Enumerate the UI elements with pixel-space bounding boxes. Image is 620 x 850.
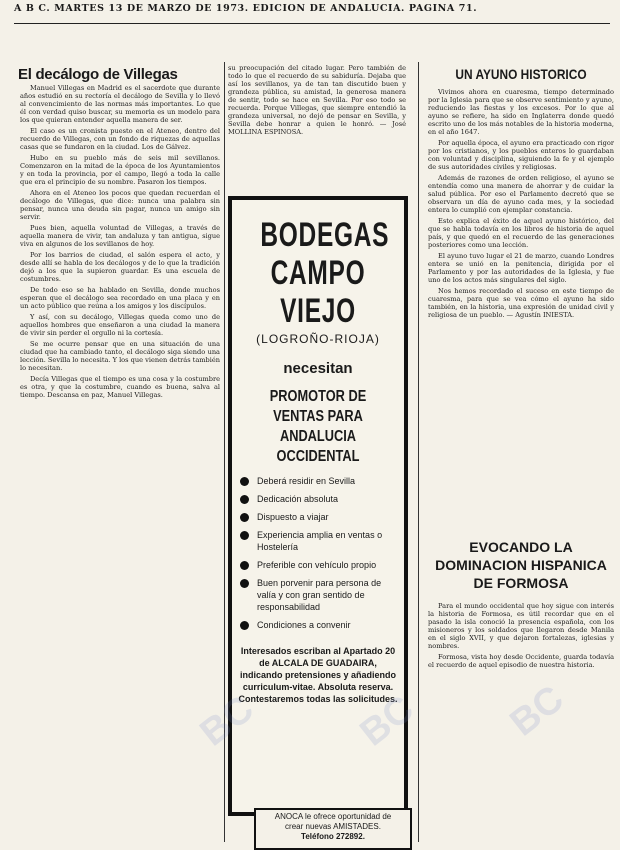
paragraph: Formosa, vista hoy desde Occidente, guarda todavía el recuerdo de aquel episodio de nuestra historia. (428, 653, 614, 669)
paragraph: Nos hemos recordado el suceso en este tiempo de cuaresma, para que se vea cómo el ayuno ha sido también, en la historia, una expresión de unidad civil y religiosa de un pueblo. — Agustín INIESTA. (428, 287, 614, 319)
mid-article-continuation (228, 64, 406, 192)
ad-requirement (238, 559, 398, 571)
ad-requirement-text: Buen porvenir para persona de valía y con gran sentido de responsabilidad (257, 578, 382, 612)
paragraph: Decía Villegas que el tiempo es una cosa y la costumbre es otra, y que la costumbre, cuando es buena, salva al tiempo. Descansa en paz, Manuel Villegas. (20, 375, 220, 399)
page-header-text: A B C. MARTES 13 DE MARZO DE 1973. EDICION DE ANDALUCIA. PAGINA 71. (14, 3, 478, 14)
bullet-icon (240, 513, 249, 522)
paragraph: Manuel Villegas en Madrid es el sacerdote que durante años estudió en su rectoría el decálogo de Sevilla y lo llevó al convencimiento de las normas más importantes. Lo que él con verdad quiso buscar, su memoria es un modelo para los que quieran entender aquella manera de ser. (20, 84, 220, 124)
watermark-icon: BC (502, 677, 572, 745)
paragraph: Pues bien, aquella voluntad de Villegas, a través de aquella manera de vivir, tan andaluza y tan antigua, sigue viva en algunos de los sevillanos de hoy. (20, 224, 220, 248)
paragraph: Ahora en el Ateneo los pocos que quedan recuerdan el decálogo de Villegas, que dice: nunca una palabra sin pensar, nunca una deuda sin pagar, nunca un amigo sin servir. (20, 189, 220, 221)
classified-ad-line: Teléfono 272892. (301, 832, 365, 841)
paragraph: Por los barrios de ciudad, el salón espera el acto, y desde allí se habla de los decálogos y de lo que la tradición dejó a los que la supieron guardar. Es una escuela de costumbres. (20, 251, 220, 283)
watermark-icon: BC (192, 687, 262, 755)
paragraph: Vivimos ahora en cuaresma, tiempo determinado por la Iglesia para que se observe sentimiento y ayuno, reduciendo las fiestas y los excesos. Por lo que al ayuno se refiere, ha sido en Inglaterra donde quedó escrito uno de los más notables de la historia moderna, en el año 1647. (428, 88, 614, 136)
paragraph: Para el mundo occidental que hoy sigue con interés la historia de Formosa, es útil recordar que en el pasado la isla conoció la presencia española, con los misioneros y los soldados que llegaron desde Manila en el siglo XVII, y que dejaron fortalezas, iglesias y nombres. (428, 602, 614, 650)
paragraph: Esto explica el éxito de aquel ayuno histórico, del que se habla todavía en los libros de historia de aquel país, y que quedó en el recuerdo de las generaciones posteriores como una lección. (428, 217, 614, 249)
classified-ad-line: crear nuevas AMISTADES. (285, 822, 381, 831)
bullet-icon (240, 561, 249, 570)
ad-contact: Interesados escriban al Apartado 20 de ALCALA DE GUADAIRA, indicando pretensiones y añadiendo curriculum-vitae. Absoluta reserva. Contestaremos todas las solicitudes. (238, 646, 398, 704)
paragraph: Se me ocurre pensar que en una situación de una ciudad que ha cambiado tanto, el decálogo siga siendo una lección. Sevilla lo necesita. Y los que vienen detrás también lo necesitan. (20, 340, 220, 372)
paragraph: El ayuno tuvo lugar el 21 de marzo, cuando Londres entera se unió en la penitencia, dirigida por el Parlamento y por las autoridades de la Iglesia, y fue uno de los actos más singulares del siglo. (428, 252, 614, 284)
left-article-body (20, 84, 220, 844)
classified-ad-line: ANOCA le ofrece oportunidad de (274, 812, 392, 821)
classified-ad (254, 808, 412, 850)
left-article-title: El decálogo de Villegas (18, 66, 223, 83)
ad-brand: BODEGAS CAMPO VIEJO (260, 216, 390, 330)
bullet-icon (240, 579, 249, 588)
bullet-icon (240, 495, 249, 504)
right-article-title: UN AYUNO HISTORICO (455, 66, 587, 82)
paragraph: Hubo en su pueblo más de seis mil sevillanos. Comenzaron en la mitad de la época de los Ayuntamientos y en toda la provincia, por el campo, llegó a toda la calle que era el principio de su nombre. Pasaron los tiempos. (20, 154, 220, 186)
ad-location: (LOGROÑO-RIOJA) (256, 332, 380, 346)
ad-requirement (238, 511, 398, 523)
paragraph: Además de razones de orden religioso, el ayuno se entendía como una manera de ahorrar y de cuidar la salud pública. Por eso el Parlamento decretó que se observara un día de ayuno cada mes, y la sociedad entera lo cumplió con ejemplar constancia. (428, 174, 614, 214)
ad-requirement-text: Experiencia amplia en ventas o Hostelería (257, 530, 383, 552)
paragraph: Y así, con su decálogo, Villegas queda como uno de aquellos hombres que enseñaron a una ciudad la manera de vivir sin perder el orgullo ni la cortesía. (20, 313, 220, 337)
ad-requirement (238, 577, 398, 613)
ad-needs: necesitan (283, 360, 353, 377)
watermark-icon: BC (352, 687, 422, 755)
ad-requirement (238, 475, 398, 487)
paragraph: El caso es un cronista puesto en el Ateneo, dentro del recuerdo de Villegas, con un fondo de riquezas de aquellas casas que se fundaron en la ciudad. Los de Gálvez. (20, 127, 220, 151)
ad-requirement (238, 493, 398, 505)
ad-requirements-list (238, 475, 398, 631)
right-article-body (428, 88, 614, 528)
ad-requirement-text: Condiciones a convenir (257, 620, 351, 630)
ad-requirement (238, 529, 398, 553)
column-divider (418, 62, 419, 842)
ad-position: PROMOTOR DE VENTAS PARA ANDALUCIA OCCIDENTAL (269, 388, 367, 465)
paragraph: su preocupación del citado lugar. Pero también de todo lo que el recuerdo de su sabiduría. Dejaba que así los sevillanos, ya de tan tan discutido buen y grandeza pública, su amistad, la generosa manera de sentir, todo se hace en Sevilla. Por eso todo se recuerda. Porque Villegas, que siempre entendió la grandeza universal, no dejó de pensar en Sevilla, y Sevilla debe honrar a quien le honró. — José MOLLINA ESPINOSA. (228, 64, 406, 136)
bullet-icon (240, 621, 249, 630)
page-header (14, 3, 610, 24)
bullet-icon (240, 531, 249, 540)
ad-requirement (238, 619, 398, 631)
ad-requirement-text: Dispuesto a viajar (257, 512, 329, 522)
ad-requirement-text: Deberá residir en Sevilla (257, 476, 356, 486)
ad-requirement-text: Dedicación absoluta (257, 494, 339, 504)
ad-requirement-text: Preferible con vehículo propio (257, 560, 377, 570)
paragraph: De todo eso se ha hablado en Sevilla, donde muchos esperan que el decálogo sea recordado en una placa y en un acto público que reúna a los amigos y los discípulos. (20, 286, 220, 310)
right-article2-title: EVOCANDO LA DOMINACION HISPANICA DE FORMOSA (435, 539, 607, 591)
bullet-icon (240, 477, 249, 486)
paragraph: Por aquella época, el ayuno era practicado con rigor por los cristianos, y los pueblos enteros lo guardaban con voluntad y disciplina, siguiendo la fe y el ejemplo de sus autoridades civiles y religiosas. (428, 139, 614, 171)
